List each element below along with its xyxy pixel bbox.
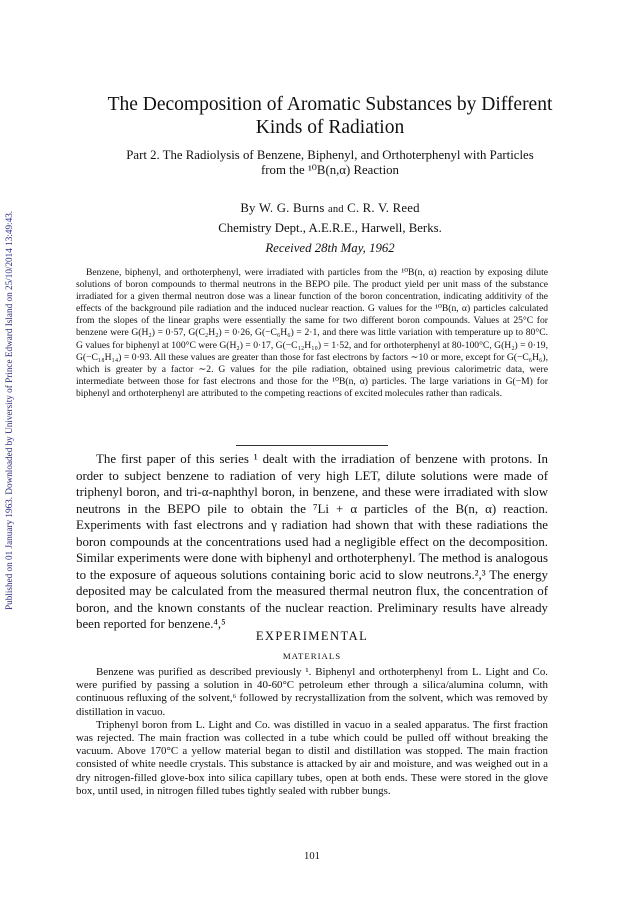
section-heading-experimental: EXPERIMENTAL — [255, 629, 369, 643]
page-number: 101 — [304, 851, 320, 862]
author-2-initials: C. R. V. — [347, 201, 390, 215]
section-divider — [236, 445, 388, 446]
author-1-surname: Burns — [292, 201, 325, 215]
subsection-heading-materials: MATERIALS — [282, 651, 342, 661]
materials-paragraph-2: Triphenyl boron from L. Light and Co. was distilled in vacuo in a sealed apparatus. The first fraction was rejected. The main fraction was collected in a tube which could be pulled off without breaking the vacuum. Above 170°C a yellow material began to distil and distillation was stopped. The main fraction consisted of white needle crystals. This substance is attacked by air and moisture, and was weighed out in a dry nitrogen-filled glove-box into silica capillary tubes, open at both ends. These were stored in the glove box, until used, in nitrogen filled tubes tightly sealed with rubber bungs. — [76, 718, 548, 797]
abstract — [76, 267, 548, 400]
introduction — [76, 451, 548, 633]
article-subtitle-line-1: Part 2. The Radiolysis of Benzene, Biphenyl, and Orthoterphenyl with Particles — [126, 148, 534, 162]
article-title-line-2: Kinds of Radiation — [255, 117, 405, 138]
article-title-line-1: The Decomposition of Aromatic Substances by Different — [107, 94, 553, 115]
introduction-paragraph: The first paper of this series ¹ dealt with the irradiation of benzene with protons. In order to subject benzene to radiation of very high LET, dilute solutions were made of triphenyl boron, and tri-α-naphthyl boron, in benzene, and these were irradiated with slow neutrons in the BEPO pile to obtain the ⁷Li + α particles of the B(n, α) reaction. Experiments with fast electrons and γ radiation had shown that with these radiations the boron compounds at the concentrations used had a negligible effect on the decomposition. Similar experiments were done with biphenyl and orthoterphenyl. The method is analogous to the exposure of aqueous solutions containing boric acid to slow neutrons.²,³ The energy deposited may be calculated from the measured thermal neutron flux, the concentration of boron, and the known constants of the nuclear reaction. Preliminary results have already been reported for benzene.⁴,⁵ — [76, 452, 548, 631]
author-1-initials: W. G. — [258, 201, 290, 215]
author-2-surname: Reed — [392, 201, 420, 215]
materials-section — [76, 666, 548, 798]
article-subtitle-line-2: from the ¹⁰B(n,α) Reaction — [261, 163, 399, 177]
affiliation: Chemistry Dept., A.E.R.E., Harwell, Berks. — [218, 221, 442, 235]
received-date: Received 28th May, 1962 — [265, 241, 395, 255]
abstract-text: Benzene, biphenyl, and orthoterphenyl, were irradiated with particles from the ¹⁰B(n, α) reaction by exposing dilute solutions of boron compounds to thermal neutrons in the BEPO pile. The product yield per unit mass of the substance irradiated for a given thermal neutron dose was a linear function of the boron concentration, indicating additivity of the effects of the background pile radiation and the induced nuclear reaction. G values for the ¹⁰B(n, α) particles calculated from the slopes of the linear graphs were essentially the same for two different boron compounds. Values at 25°C for benzene were G(H₂) = 0·57, G(C₂H₂) = 0·26, G(−C₆H₆) = 2·1, and there was little variation with temperature up to 80°C. G values for biphenyl at 100°C were G(H₂) = 0·17, G(−C₁₂H₁₀) = 1·52, and for orthoterphenyl at 80-100°C, G(H₂) = 0·19, G(−C₁₈H₁₄) = 0·93. All these values are greater than those for fast electrons by factors ∼10 or more, except for G(−C₆H₆), which is greater by a factor ∼2. G values for the pile radiation, obtained using previous calorimetric data, were intermediate between those for fast electrons and those for the ¹⁰B(n, α) particles. The large variations in G(−M) for biphenyl and orthoterphenyl are attributed to the competing reactions of excited molecules rather than radicals. — [76, 267, 548, 399]
article-title — [60, 93, 600, 139]
authors-by: By — [240, 201, 256, 215]
materials-paragraph-1: Benzene was purified as described previously ¹. Biphenyl and orthoterphenyl from L. Light and Co. were purified by passing a solution in 40-60°C petroleum ether through a silica/alumina column, with continuous refluxing of the solvent,⁶ followed by recrystallization from the solvent, which was removed by distillation in vacuo. — [76, 666, 548, 718]
download-provenance-note: Published on 01 January 1963. Downloaded by University of Prince Edward Island on 25/10/2014 13:49:43. — [4, 210, 14, 610]
author-line — [60, 201, 600, 216]
article-subtitle — [80, 148, 580, 178]
authors-and: and — [327, 204, 344, 215]
